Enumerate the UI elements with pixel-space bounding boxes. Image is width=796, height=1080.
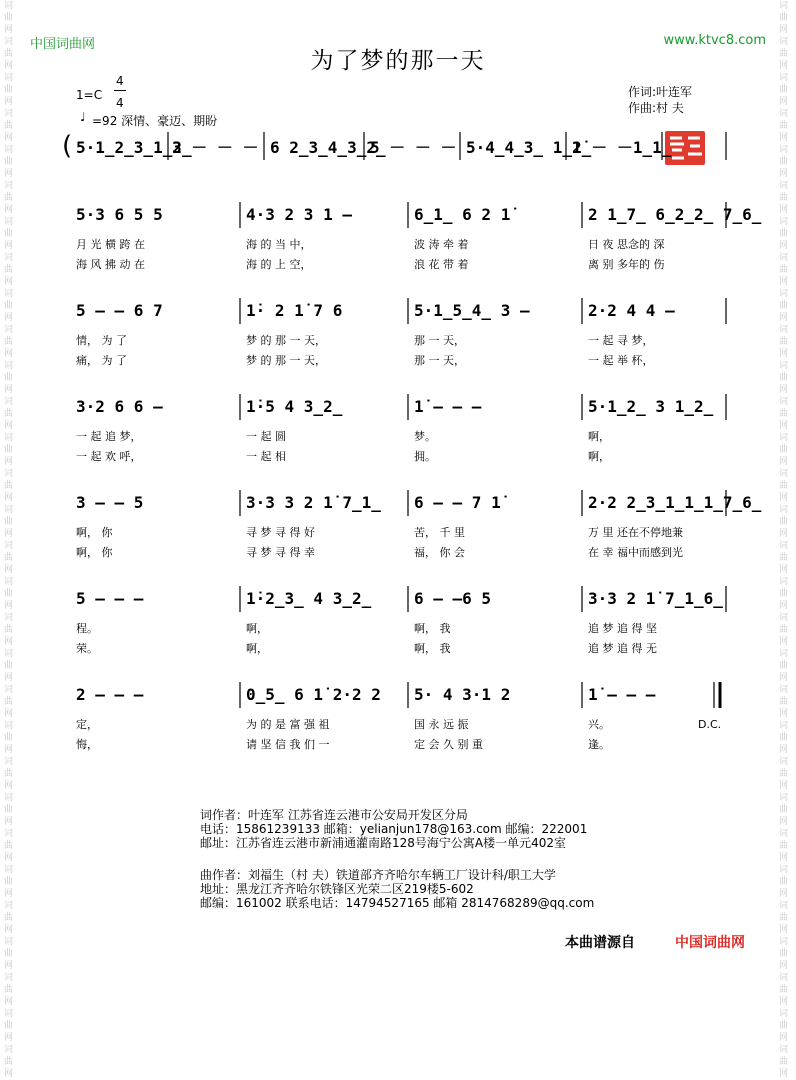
lyricist: 作词:叶连军 bbox=[628, 85, 693, 99]
measure-notes: 5 – – – bbox=[76, 589, 144, 608]
watermark-right: 词曲网词曲网词曲网词曲网词曲网词曲网词曲网词曲网词曲网词曲网词曲网词曲网词曲网词曲网词曲网词曲网词曲网词曲网词曲网词曲网词曲网词曲网词曲网词曲网词曲网词曲网词曲网词曲网词曲网词曲网 bbox=[779, 1, 789, 1079]
lyric-verse-2: 啊， 我 bbox=[414, 642, 451, 655]
measure-notes: 6 – – 7 1̇ bbox=[414, 493, 501, 512]
lyric-verse-1: 啊， bbox=[588, 430, 610, 443]
source-label: 本曲谱源自 bbox=[565, 935, 635, 951]
lyric-verse-1: 梦。 bbox=[414, 430, 436, 443]
lyric-verse-2: 痛， 为 了 bbox=[76, 354, 127, 367]
lyric-verse-1: 定， bbox=[76, 718, 98, 731]
composer-address: 地址：黑龙江齐齐哈尔铁锋区光荣二区219楼5-602 bbox=[200, 882, 474, 896]
lyric-verse-2: 海 的 上 空， bbox=[246, 258, 312, 271]
lyric-verse-1: 海 的 当 中， bbox=[246, 238, 312, 251]
measure-notes: 2·2 2̲3̲1̲1̲1̲7̲6̲ bbox=[588, 493, 762, 512]
lyric-verse-2: 那 一 天， bbox=[414, 354, 465, 367]
lyric-verse-1: 月 光 横 跨 在 bbox=[76, 238, 145, 251]
song-title: 为了梦的那一天 bbox=[310, 48, 486, 74]
lyric-verse-2: 一 起 欢 呼， bbox=[76, 450, 142, 463]
lyric-verse-1: 日 夜 思念的 深 bbox=[588, 238, 665, 251]
measure-notes: 2 1̲7̲ 6̲2̲2̲ 7̲6̲ bbox=[588, 205, 762, 224]
lyric-verse-2: 追 梦 追 得 无 bbox=[588, 642, 657, 655]
lyric-verse-2: 一 起 举 杯， bbox=[588, 354, 654, 367]
lyricist-credits bbox=[200, 806, 587, 848]
intro-measure: 5·4̲4̲3̲ 1̲2̲ bbox=[466, 138, 592, 157]
lyric-verse-2: 离 别 多年的 伤 bbox=[588, 258, 665, 271]
intro-measure: 1̇ － －1̲1̲ bbox=[572, 138, 672, 157]
lyric-verse-1: 万 里 还在不停地兼 bbox=[588, 526, 683, 539]
measure-notes: 1̇ – – – bbox=[588, 685, 656, 704]
lyric-verse-1: 情， 为 了 bbox=[76, 334, 127, 347]
lyric-verse-1: 国 永 远 振 bbox=[414, 718, 469, 731]
lyric-verse-2: 请 坚 信 我 们 一 bbox=[246, 738, 330, 751]
lyric-verse-2: 拥。 bbox=[414, 450, 436, 463]
lyric-verse-2: 啊， bbox=[246, 642, 268, 655]
lyric-verse-1: 为 的 是 富 强 祖 bbox=[246, 718, 330, 731]
measure-notes: 3 – – 5 bbox=[76, 493, 144, 512]
lyric-verse-2: 浪 花 带 着 bbox=[414, 258, 469, 271]
intro-measure: 6 2̲3̲4̲3̲2̲ bbox=[270, 138, 386, 157]
lyric-verse-2: 荣。 bbox=[76, 642, 98, 655]
time-signature-top: 4 bbox=[116, 74, 124, 88]
measure-notes: 5· 4 3·1 2 bbox=[414, 685, 511, 704]
lyric-verse-1: 一 起 圆 bbox=[246, 430, 286, 443]
measure-notes: 2·2 4 4 – bbox=[588, 301, 675, 320]
lyricist-contact: 电话：15861239133 邮箱：yelianjun178@163.com 邮编：222001 bbox=[200, 822, 588, 836]
lyric-verse-1: 梦 的 那 一 天， bbox=[246, 334, 326, 347]
intro-measure: 5 － － － bbox=[370, 138, 457, 157]
lyric-verse-2: 啊， 你 bbox=[76, 546, 113, 559]
intro-measure: 3 － － － bbox=[172, 138, 259, 157]
composer: 作曲:村 夫 bbox=[628, 101, 684, 115]
time-signature-bottom: 4 bbox=[116, 96, 124, 110]
lyricist-address: 邮址：江苏省连云港市新浦通灌南路128号海宁公寓A楼一单元402室 bbox=[200, 836, 567, 850]
measure-notes: 3·2 6 6 – bbox=[76, 397, 163, 416]
lyricist-line: 词作者：叶连军 江苏省连云港市公安局开发区分局 bbox=[200, 808, 468, 822]
lyric-verse-1: 程。 bbox=[76, 622, 98, 635]
measure-notes: 2 – – – bbox=[76, 685, 144, 704]
composer-line: 曲作者：刘福生（村 夫）铁道部齐齐哈尔车辆工厂设计科/职工大学 bbox=[200, 868, 556, 882]
lyric-verse-2: 定 会 久 别 重 bbox=[414, 738, 483, 751]
measure-notes: 3·3 2 1̇ 7̲1̲6̲ bbox=[588, 589, 723, 608]
lyric-verse-2: 福， 你 会 bbox=[414, 546, 465, 559]
site-logo-left[interactable]: 中国词曲网 bbox=[30, 37, 96, 52]
measure-notes: 5·1̲5̲4̲ 3 – bbox=[414, 301, 530, 320]
lyric-verse-2: 在 幸 福中而感到光 bbox=[588, 546, 683, 559]
lyric-verse-1: 啊， 你 bbox=[76, 526, 113, 539]
lyric-verse-2: 海 风 拂 动 在 bbox=[76, 258, 145, 271]
lyric-verse-1: 那 一 天， bbox=[414, 334, 465, 347]
lyric-verse-1: 波 涛 牵 着 bbox=[414, 238, 469, 251]
lyric-verse-1: 苦， 千 里 bbox=[414, 526, 465, 539]
lyric-verse-1: 追 梦 追 得 坚 bbox=[588, 622, 657, 635]
measure-notes: 4·3 2 3 1 – bbox=[246, 205, 352, 224]
lyric-verse-1: 寻 梦 寻 得 好 bbox=[246, 526, 315, 539]
lyric-verse-2: 梦 的 那 一 天， bbox=[246, 354, 326, 367]
lyric-verse-1: 兴。 bbox=[588, 718, 610, 731]
measure-notes: 6 – –6 5 bbox=[414, 589, 492, 608]
lyric-verse-2: 逢。 bbox=[588, 738, 610, 751]
lyric-verse-2: 啊， bbox=[588, 450, 610, 463]
composer-contact: 邮编：161002 联系电话：14794527165 邮箱 2814768289@qq.com bbox=[200, 896, 595, 910]
measure-notes: 1̇·5 4 3̲2̲ bbox=[246, 397, 343, 416]
source-site-link[interactable]: 中国词曲网 bbox=[675, 935, 745, 951]
lyric-verse-1: 啊， bbox=[246, 622, 268, 635]
measure-notes: 5 – – 6 7 bbox=[76, 301, 163, 320]
site-url-right[interactable]: www.ktvc8.com bbox=[663, 33, 766, 48]
lyric-verse-1: 一 起 追 梦， bbox=[76, 430, 142, 443]
measure-notes: 1̇ – – – bbox=[414, 397, 482, 416]
dc-marking: D.C. bbox=[698, 718, 722, 731]
measure-notes: 1̇· 2 1̇ 7 6 bbox=[246, 301, 343, 320]
quarter-note-icon: ♩ bbox=[80, 110, 86, 124]
measure-notes: 5·1̲2̲ 3 1̲2̲ bbox=[588, 397, 714, 416]
measure-notes: 1̇·2̲3̲ 4 3̲2̲ bbox=[246, 589, 372, 608]
lyric-verse-1: 啊， 我 bbox=[414, 622, 451, 635]
key-signature: 1=C bbox=[76, 88, 103, 102]
intro-bracket: ( bbox=[62, 131, 73, 161]
composer-credits bbox=[200, 866, 594, 908]
measure-notes: 3·3 3 2 1̇ 7̲1̲ bbox=[246, 493, 381, 512]
lyric-verse-2: 悔， bbox=[76, 738, 98, 751]
measure-notes: 5·3 6 5 5 bbox=[76, 205, 163, 224]
lyric-verse-2: 寻 梦 寻 得 幸 bbox=[246, 546, 315, 559]
intro-measure: 5·1̲2̲3̲1̲2̲ bbox=[76, 138, 192, 157]
tempo-marking: =92 深情、豪迈、期盼 bbox=[92, 114, 218, 128]
measure-notes: 6̲1̲ 6 2 1̇ bbox=[414, 205, 511, 224]
measure-notes: 0̲5̲ 6 1̇ 2·2 2 bbox=[246, 685, 381, 704]
lyric-verse-2: 一 起 相 bbox=[246, 450, 286, 463]
watermark-left: 词曲网词曲网词曲网词曲网词曲网词曲网词曲网词曲网词曲网词曲网词曲网词曲网词曲网词曲网词曲网词曲网词曲网词曲网词曲网词曲网词曲网词曲网词曲网词曲网词曲网词曲网词曲网词曲网词曲网词曲网 bbox=[4, 1, 14, 1079]
lyric-verse-1: 一 起 寻 梦， bbox=[588, 334, 654, 347]
